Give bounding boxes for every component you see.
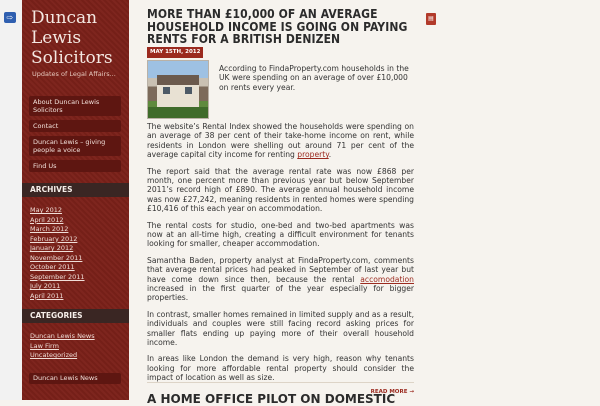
post-divider [147, 382, 414, 383]
duncan-lewis-news-box[interactable]: Duncan Lewis News [29, 373, 121, 384]
post-paragraph: In areas like London the demand is very high, reason why tenants looking for more affordable rental property should consider the impact of location as well as size. [147, 354, 414, 383]
category-link[interactable]: Uncategorized [30, 351, 78, 359]
categories-list [30, 332, 125, 361]
feed-icon[interactable]: ⇨ [4, 12, 16, 23]
archive-link[interactable]: November 2011 [30, 253, 83, 262]
left-strip [0, 0, 23, 400]
archive-link[interactable]: January 2012 [30, 244, 74, 252]
sidebar-nav [29, 96, 121, 176]
post-paragraph: The rental costs for studio, one-bed and two-bed apartments was now at an all-time high, creating a difficult environment for tenants looking for smaller, cheaper accommodation. [147, 220, 414, 249]
sidebar [22, 0, 129, 400]
nav-item-find-us[interactable]: Find Us [29, 160, 121, 172]
post-paragraph: The report said that the average rental rate was now £868 per month, one percent more than previous year but below September 2011’s record high of £890. The average annual household income was now £27,242, meaning residents in rented homes were spending £10,416 of this each year on accommodation. [147, 166, 414, 214]
site-tagline: Updates of Legal Affairs... [32, 70, 116, 78]
nav-item-about[interactable]: About Duncan Lewis Solicitors [29, 96, 121, 116]
hedge-shape [148, 107, 208, 118]
post-paragraph: In contrast, smaller homes remained in limited supply and as a result, individuals and couples were still facing record asking prices for smaller flats ending up paying more of their overall household income. [147, 309, 414, 348]
archive-link[interactable]: May 2012 [30, 206, 63, 214]
category-link[interactable]: Duncan Lewis News [30, 332, 95, 340]
archive-link[interactable]: March 2012 [30, 225, 69, 233]
post-paragraph [147, 122, 414, 160]
site-title[interactable]: Duncan Lewis Solicitors [31, 8, 113, 68]
post-photo [147, 60, 209, 119]
archive-link[interactable]: April 2011 [30, 291, 64, 300]
nav-item-giving-voice[interactable]: Duncan Lewis – giving people a voice [29, 136, 121, 156]
archives-heading: ARCHIVES [22, 183, 129, 197]
post-paragraph [147, 256, 414, 303]
window-shape [185, 87, 192, 94]
post [147, 8, 414, 397]
pdf-icon[interactable]: ▤ [426, 13, 436, 25]
archive-link[interactable]: September 2011 [30, 272, 85, 281]
post-text: increased in the first quarter of the year especially for bigger properties. [147, 284, 414, 303]
archive-link[interactable]: October 2011 [30, 263, 75, 271]
post-text: Samantha Baden, property analyst at FindaProperty.com, comments that average rental prices had peaked in September of last year but have come down since then, because the rental [147, 255, 414, 284]
archive-link[interactable]: July 2011 [30, 282, 61, 290]
post-intro: According to FindaProperty.com households in the UK were spending on an average of over £10,000 on rents every year. [219, 63, 409, 92]
next-post-title[interactable]: A HOME OFFICE PILOT ON DOMESTIC [147, 392, 396, 406]
archive-link[interactable]: February 2012 [30, 234, 78, 243]
archive-link[interactable]: April 2012 [30, 215, 64, 224]
read-more-link[interactable]: READ MORE → [370, 388, 414, 395]
nav-item-contact[interactable]: Contact [29, 120, 121, 132]
archives-list [30, 206, 125, 301]
post-text: The website’s Rental Index showed the households were spending on an average of 38 per cent of their take-home income on rent, while residents in London were shelling out around 71 per cent of the average capital city income for renting [147, 121, 414, 160]
category-link[interactable]: Law Firm [30, 341, 59, 350]
accomodation-link[interactable]: accomodation [360, 274, 414, 284]
post-text: . [328, 150, 332, 160]
property-link[interactable]: property [297, 150, 329, 160]
post-date-badge: MAY 15TH, 2012 [147, 47, 203, 58]
window-shape [163, 87, 170, 94]
categories-heading: CATEGORIES [22, 309, 129, 323]
post-title[interactable]: MORE THAN £10,000 OF AN AVERAGE HOUSEHOLD INCOME IS GOING ON PAYING RENTS FOR A BRITISH DENIZEN [147, 7, 408, 46]
